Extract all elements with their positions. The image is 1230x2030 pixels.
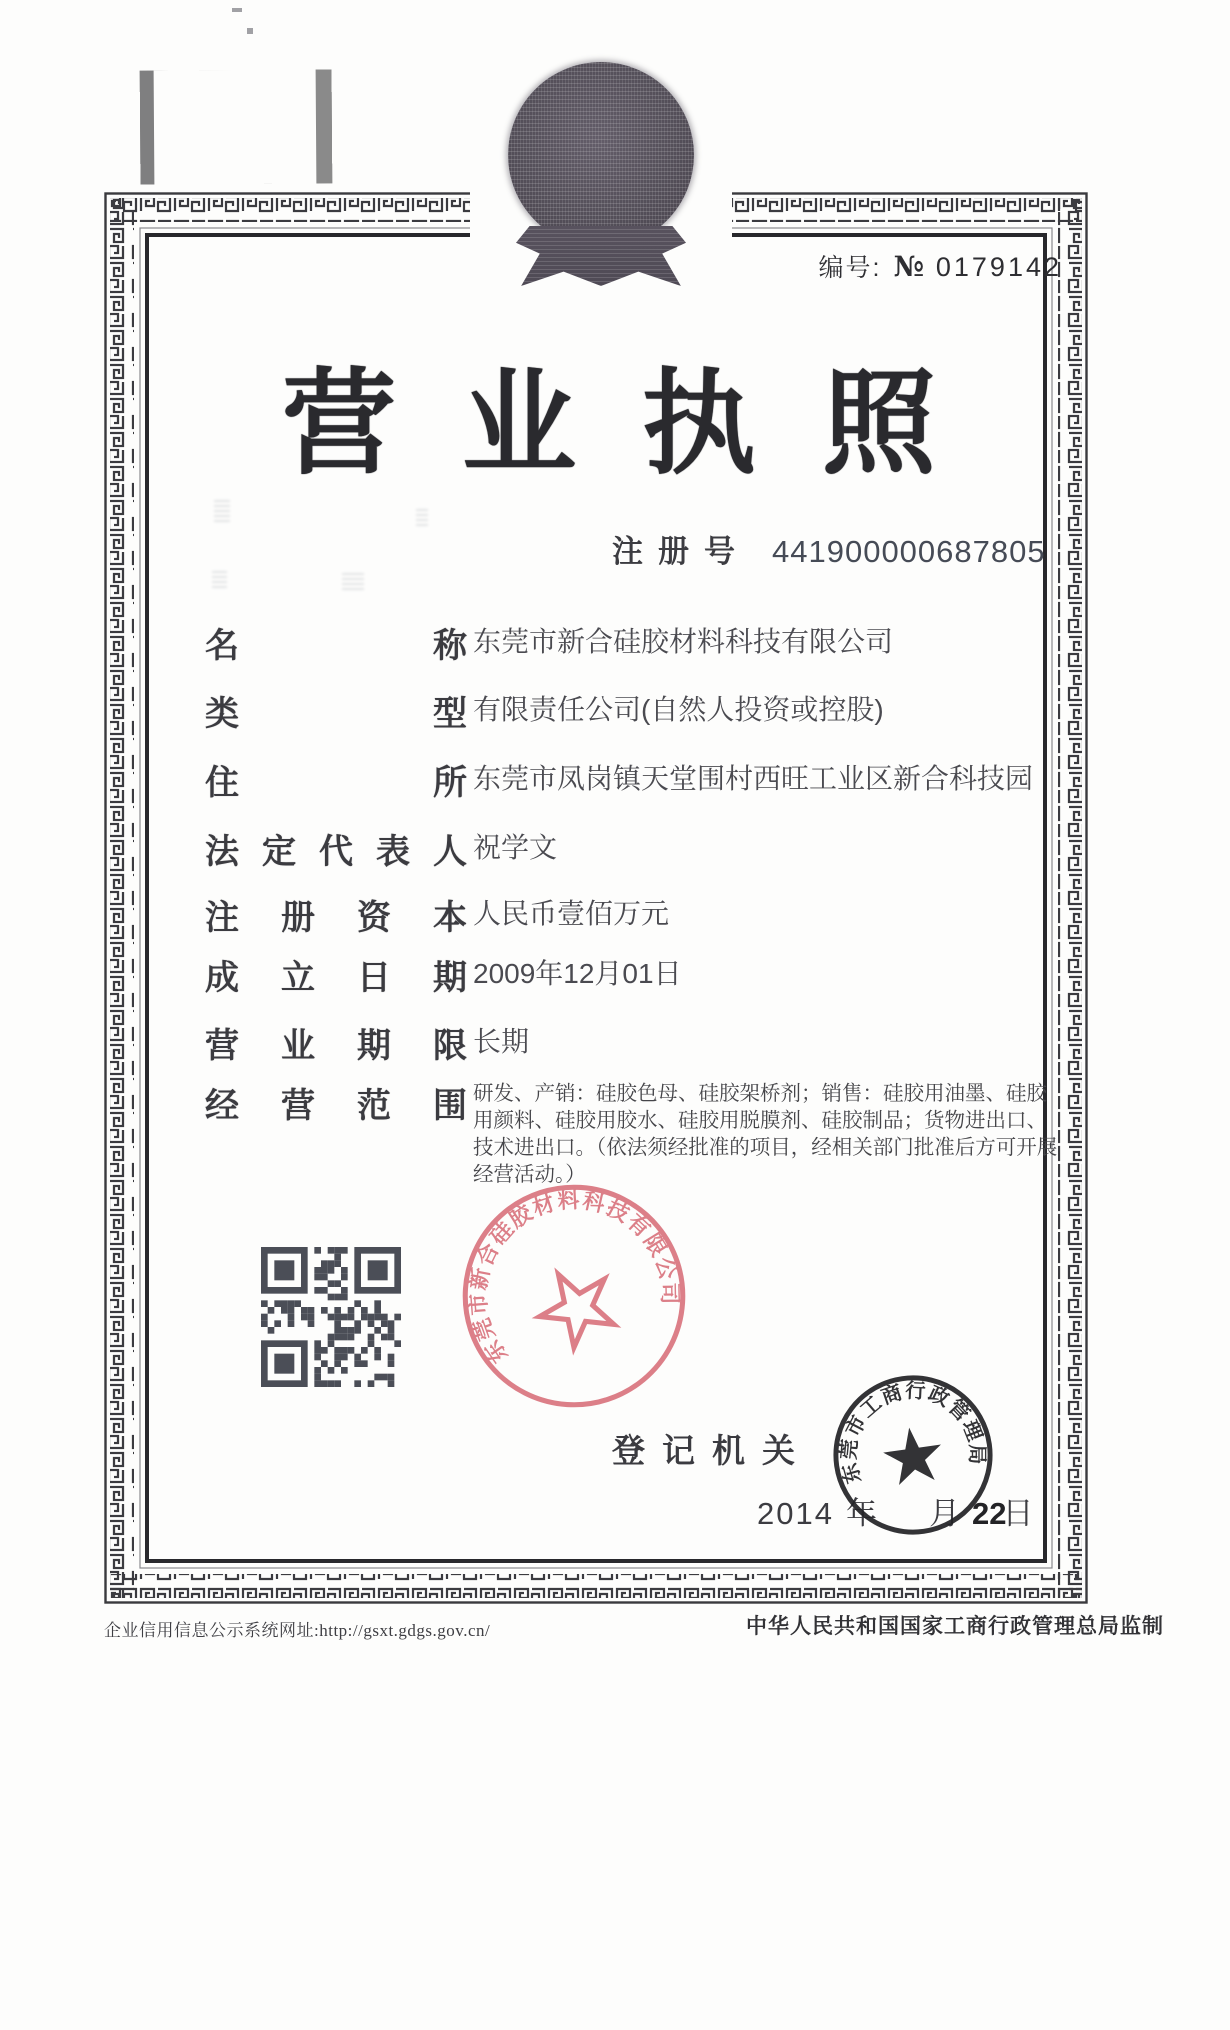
regno-label: 注册号 xyxy=(612,534,750,569)
date-day-unit: 日 xyxy=(1002,1496,1034,1531)
registration-number-row xyxy=(612,526,1046,571)
field-label: 经 营 范 围 xyxy=(205,1087,467,1125)
field-row-legal-rep xyxy=(205,824,557,873)
qr-code-icon xyxy=(261,1247,401,1387)
field-label: 法 定 代 表 人 xyxy=(205,833,467,871)
field-value: 东莞市凤岗镇天堂围村西旺工业区新合科技园 xyxy=(473,763,1034,794)
field-row-type xyxy=(205,686,884,735)
authority-seal-text: 东莞市工商行政管理局 xyxy=(837,1380,988,1486)
footer-supervisor: 中华人民共和国国家工商行政管理总局监制 xyxy=(746,1614,1164,1638)
date-year-unit: 年 xyxy=(845,1496,877,1531)
registrar-label: 登记机关 xyxy=(612,1432,812,1469)
field-value: 有限责任公司(自然人投资或控股) xyxy=(473,694,884,725)
numero-sign: № xyxy=(893,250,924,283)
scan-smudge xyxy=(212,568,227,588)
authority-seal-stamp xyxy=(829,1371,997,1539)
field-label: 住 所 xyxy=(205,764,467,802)
hollow-star-icon xyxy=(526,1256,626,1355)
company-seal-text: 东莞市新合硅胶材料科技有限公司 xyxy=(464,1187,683,1368)
field-label: 类 型 xyxy=(205,695,467,733)
field-value: 祝学文 xyxy=(473,832,558,863)
field-row-capital xyxy=(205,890,669,939)
date-year: 2014 xyxy=(757,1496,834,1531)
serial-number xyxy=(818,248,1062,284)
field-label: 营 业 期 限 xyxy=(205,1027,467,1065)
regno-value: 441900000687805 xyxy=(772,534,1046,569)
serial-label: 编号: xyxy=(818,254,882,282)
national-emblem-icon xyxy=(508,62,694,248)
scan-speck xyxy=(247,28,253,34)
field-label: 成 立 日 期 xyxy=(205,959,467,997)
scan-speck xyxy=(232,8,242,12)
field-value: 人民币壹佰万元 xyxy=(473,898,670,929)
solid-star-icon xyxy=(880,1424,945,1487)
date-month-unit: 月 xyxy=(928,1496,960,1531)
field-value: 2009年12月01日 xyxy=(473,958,682,989)
field-value: 研发、产销：硅胶色母、硅胶架桥剂；销售：硅胶用油墨、硅胶用颜料、硅胶用胶水、硅胶用脱膜剂、硅胶制品；货物进出口、技术进出口。（依法须经批准的项目，经相关部门批准后方可开展经营活动。） xyxy=(473,1082,1058,1186)
company-seal-stamp xyxy=(458,1180,690,1412)
serial-value: 0179142 xyxy=(935,252,1062,282)
field-row-address xyxy=(205,755,1033,804)
date-day: 22 xyxy=(971,1496,1007,1531)
field-row-name xyxy=(205,618,893,667)
scan-smudge xyxy=(214,500,230,522)
footer-public-system-url: 企业信用信息公示系统网址:http://gsxt.gdgs.gov.cn/ xyxy=(104,1621,491,1640)
field-row-scope xyxy=(205,1078,1058,1188)
scan-smudge xyxy=(342,572,364,590)
field-row-founded xyxy=(205,950,682,999)
barcode-icon xyxy=(140,69,333,184)
page-title: 营业执照 xyxy=(282,361,1003,488)
field-label: 注 册 资 本 xyxy=(205,899,467,937)
scan-smudge xyxy=(416,508,428,526)
field-value: 长期 xyxy=(473,1026,530,1057)
field-label: 名 称 xyxy=(205,627,467,665)
field-value: 东莞市新合硅胶材料科技有限公司 xyxy=(473,626,894,657)
field-row-term xyxy=(205,1018,529,1067)
